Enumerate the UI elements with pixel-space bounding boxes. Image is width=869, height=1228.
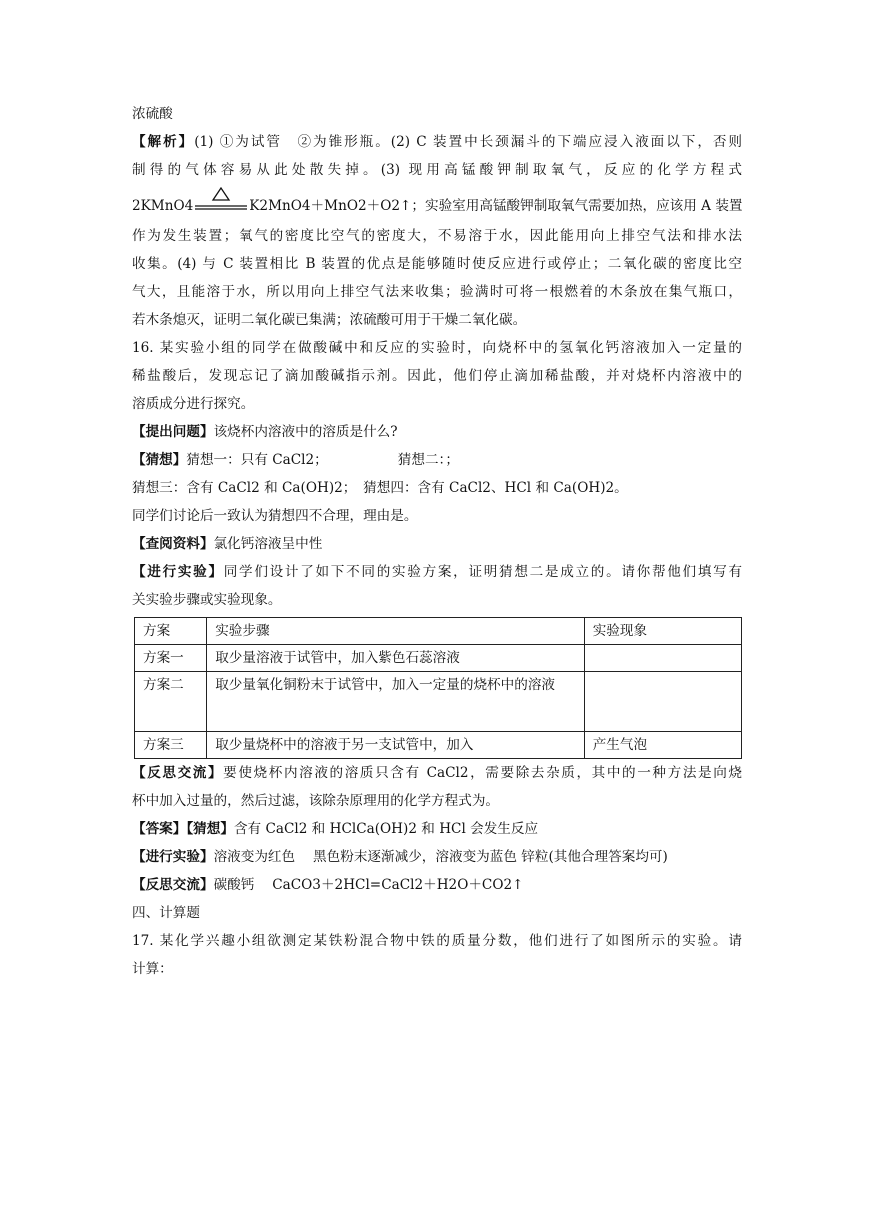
table-cell: 产生气泡 bbox=[584, 732, 741, 759]
reflect-line-1: 【反思交流】要使烧杯内溶液的溶质只含有 CaCl2，需要除去杂质，其中的一种方法是向烧 bbox=[132, 765, 742, 781]
table-header-row bbox=[135, 618, 742, 645]
table-cell bbox=[584, 672, 741, 732]
answer-guess-line: 【答案】【猜想】含有 CaCl2 和 HClCa(OH)2 和 HCl 会发生反应 bbox=[132, 821, 539, 837]
q16-line-2: 稀盐酸后，发现忘记了滴加酸碱指示剂。因此，他们停止滴加稀盐酸，并对烧杯内溶液中的 bbox=[132, 368, 742, 384]
answer-label: 【答案】 bbox=[132, 821, 187, 837]
analysis-line-2: 制得的气体容易从此处散失掉。(3) 现用高锰酸钾制取氧气，反应的化学方程式 bbox=[132, 162, 742, 178]
table-header-cell: 实验步骤 bbox=[207, 618, 585, 645]
experiment-line-1: 【进行实验】同学们设计了如下不同的实验方案，证明猜想二是成立的。请你帮他们填写有 bbox=[132, 564, 743, 580]
analysis-line-1: 【解析】(1) ①为试管 ②为锥形瓶。(2) C 装置中长颈漏斗的下端应浸入液面以下，否则 bbox=[132, 134, 743, 150]
formula-reactant: 2KMnO4 bbox=[132, 198, 194, 214]
q16-line-1: 16. 某实验小组的同学在做酸碱中和反应的实验时，向烧杯中的氢氧化钙溶液加入一定量的 bbox=[132, 340, 742, 356]
table-row bbox=[135, 732, 742, 759]
guess-label: 【猜想】 bbox=[132, 452, 187, 468]
table-cell: 方案二 bbox=[135, 672, 207, 732]
q17-line-1: 17. 某化学兴趣小组欲测定某铁粉混合物中铁的质量分数，他们进行了如图所示的实验。请 bbox=[132, 933, 742, 949]
table-header-cell: 方案 bbox=[135, 618, 207, 645]
answer-reflect-line: 【反思交流】碳酸钙 CaCO3＋2HCl=CaCl2＋H2O＋CO2↑ bbox=[132, 877, 524, 893]
table-row bbox=[135, 645, 742, 672]
analysis-label: 【解析】 bbox=[132, 134, 195, 150]
answer-experiment-line: 【进行实验】溶液变为红色 黑色粉末逐渐减少，溶液变为蓝色 锌粒(其他合理答案均可) bbox=[132, 849, 668, 865]
guess-2: 猜想二：； bbox=[397, 452, 459, 468]
table-cell: 取少量氧化铜粉末于试管中，加入一定量的烧杯中的溶液 bbox=[207, 672, 585, 732]
table-cell: 方案三 bbox=[135, 732, 207, 759]
heating-condition-icon bbox=[193, 186, 249, 222]
guess-1: 猜想一：只有 CaCl2； bbox=[186, 452, 328, 468]
table-row bbox=[135, 672, 742, 732]
guess-line bbox=[132, 446, 742, 474]
answer-guess-label: 【猜想】 bbox=[186, 821, 234, 837]
table-cell bbox=[584, 645, 741, 672]
guess-3-4-line: 猜想三：含有 CaCl2 和 Ca(OH)2； 猜想四：含有 CaCl2、HCl 和 Ca(OH)2。 bbox=[132, 480, 628, 496]
q17-line-2: 计算： bbox=[132, 961, 173, 977]
reflect-line-2: 杯中加入过量的，然后过滤，该除杂原理用的化学方程式为。 bbox=[132, 793, 500, 809]
analysis-line-4: 作为发生装置；氧气的密度比空气的密度大，不易溶于水，因此能用向上排空气法和排水法 bbox=[132, 228, 742, 244]
discussion-line: 同学们讨论后一致认为猜想四不合理，理由是。 bbox=[132, 508, 418, 524]
table-cell: 取少量溶液于试管中，加入紫色石蕊溶液 bbox=[207, 645, 585, 672]
experiment-table bbox=[134, 617, 742, 759]
section-heading: 四、计算题 bbox=[132, 905, 200, 921]
intro-heading: 浓硫酸 bbox=[132, 106, 173, 122]
table-header-cell: 实验现象 bbox=[584, 618, 741, 645]
reference-label: 【查阅资料】 bbox=[132, 536, 214, 552]
reflect-label: 【反思交流】 bbox=[132, 765, 224, 781]
analysis-formula-line bbox=[132, 186, 742, 222]
formula-products: K2MnO4＋MnO2＋O2↑；实验室用高锰酸钾制取氧气需要加热，应该用 A 装置 bbox=[249, 198, 743, 214]
analysis-line-7: 若木条熄灭，证明二氧化碳已集满；浓硫酸可用于干燥二氧化碳。 bbox=[132, 312, 527, 328]
table-cell: 取少量烧杯中的溶液于另一支试管中，加入 bbox=[207, 732, 585, 759]
analysis-line-6: 气大，且能溶于水，所以用向上排空气法来收集；验满时可将一根燃着的木条放在集气瓶口， bbox=[132, 284, 742, 300]
question-line: 【提出问题】该烧杯内溶液中的溶质是什么? bbox=[132, 424, 398, 440]
q16-line-3: 溶质成分进行探究。 bbox=[132, 396, 255, 412]
experiment-line-2: 关实验步骤或实验现象。 bbox=[132, 592, 282, 608]
answer-experiment-label: 【进行实验】 bbox=[132, 849, 214, 865]
question-label: 【提出问题】 bbox=[132, 424, 214, 440]
experiment-label: 【进行实验】 bbox=[132, 564, 224, 580]
analysis-line-5: 收集。(4) 与 C 装置相比 B 装置的优点是能够随时使反应进行或停止；二氧化碳的密度比空 bbox=[132, 256, 742, 272]
document-page bbox=[132, 100, 742, 983]
reference-line: 【查阅资料】氯化钙溶液呈中性 bbox=[132, 536, 323, 552]
answer-reflect-label: 【反思交流】 bbox=[132, 877, 214, 893]
table-cell: 方案一 bbox=[135, 645, 207, 672]
